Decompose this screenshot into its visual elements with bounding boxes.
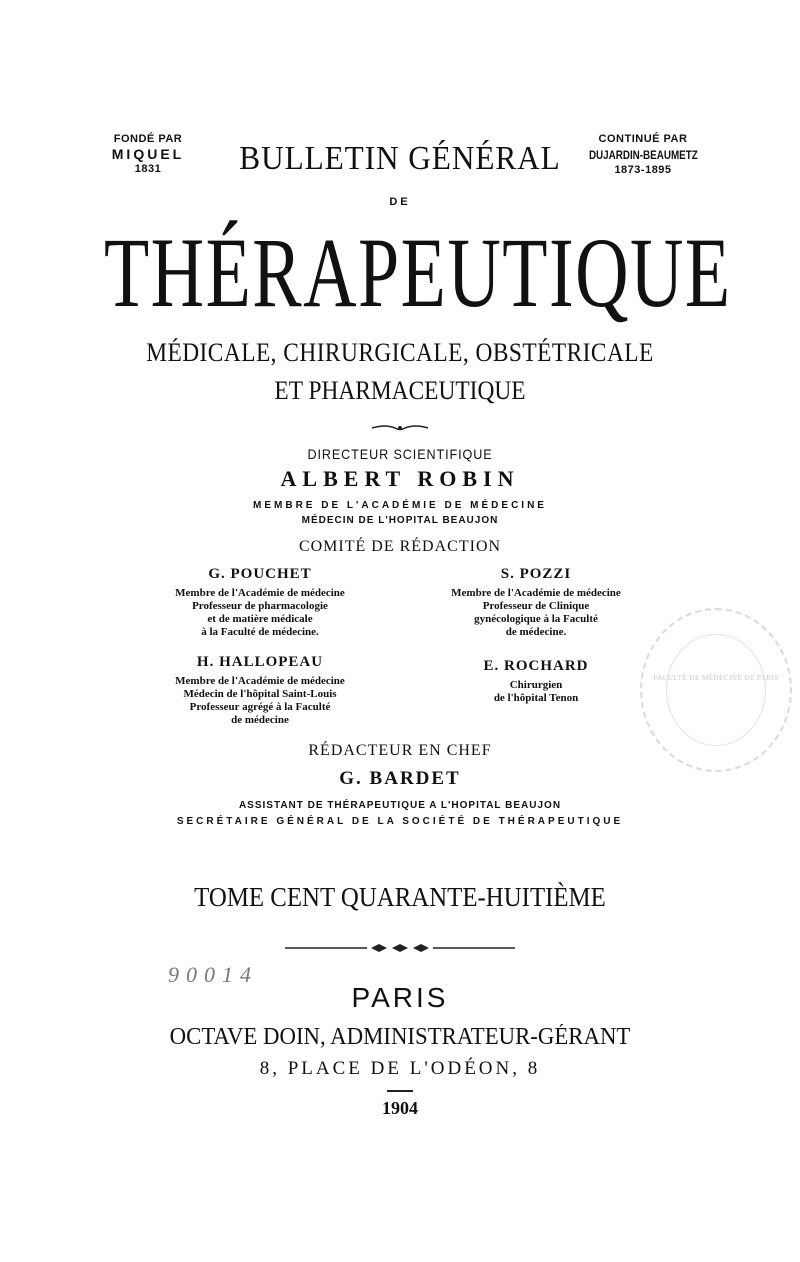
- continued-years: 1873-1895: [614, 164, 672, 176]
- founded-year: 1831: [134, 163, 162, 175]
- continuator-name: DUJARDIN-BEAUMETZ: [588, 148, 698, 162]
- publisher-address: 8, PLACE DE L'ODÉON, 8: [259, 1058, 541, 1079]
- volume-divider: [285, 940, 515, 950]
- ornament-divider: [370, 420, 430, 430]
- editor-title-2: SECRÉTAIRE GÉNÉRAL DE LA SOCIÉTÉ DE THÉRAPEUTIQUE: [176, 816, 624, 827]
- committee-member-rochard: E. ROCHARD Chirurgien de l'hôpital Tenon: [416, 660, 656, 705]
- editor-title-1: ASSISTANT DE THÉRAPEUTIQUE A L'HOPITAL BEAUJON: [238, 800, 562, 811]
- committee-member-hallopeau: H. HALLOPEAU Membre de l'Académie de médecine Médecin de l'hôpital Saint-Louis Professeur agrégé à la Faculté de médecine: [140, 656, 380, 727]
- editor-label: RÉDACTEUR EN CHEF: [308, 742, 492, 759]
- continued-by-label: CONTINUÉ PAR: [598, 133, 688, 145]
- director-label: DIRECTEUR SCIENTIFIQUE: [307, 446, 493, 462]
- member-name: H. HALLOPEAU: [196, 654, 324, 670]
- publication-year: 1904: [382, 1098, 418, 1118]
- de-label: DE: [389, 196, 411, 208]
- publisher-name: OCTAVE DOIN, ADMINISTRATEUR-GÉRANT: [169, 1024, 631, 1050]
- continuator-block: [568, 132, 718, 178]
- year-rule: [387, 1090, 413, 1092]
- bulletin-heading: BULLETIN GÉNÉRAL: [239, 140, 561, 177]
- stamp-inner-ring: [666, 634, 766, 746]
- member-name: E. ROCHARD: [483, 658, 589, 674]
- director-title-1: MEMBRE DE L'ACADÉMIE DE MÉDECINE: [253, 500, 547, 511]
- subtitle-line-2: ET PHARMACEUTIQUE: [274, 376, 526, 405]
- stamp-text: FACULTÉ DE MÉDECINE DE PARIS: [653, 674, 779, 682]
- committee-member-pozzi: S. POZZI Membre de l'Académie de médecine Professeur de Clinique gynécologique à la Faculté de médecine.: [416, 568, 656, 639]
- member-name: G. POUCHET: [208, 566, 312, 582]
- main-title: THÉRAPEUTIQUE: [104, 217, 732, 328]
- founded-by-label: FONDÉ PAR: [113, 133, 183, 145]
- director-name: ALBERT ROBIN: [280, 466, 520, 491]
- volume-label: TOME CENT QUARANTE-HUITIÈME: [194, 882, 606, 912]
- handwritten-number: 90014: [168, 962, 258, 987]
- committee-label: COMITÉ DE RÉDACTION: [298, 538, 502, 555]
- director-title-2: MÉDECIN DE L'HOPITAL BEAUJON: [301, 515, 499, 526]
- committee-member-pouchet: G. POUCHET Membre de l'Académie de médecine Professeur de pharmacologie et de matière médicale à la Faculté de médecine.: [140, 568, 380, 639]
- founder-name: MIQUEL: [111, 146, 185, 162]
- editor-name: G. BARDET: [339, 768, 461, 789]
- publisher-city: PARIS: [351, 982, 449, 1013]
- member-name: S. POZZI: [500, 566, 572, 582]
- subtitle-line-1: MÉDICALE, CHIRURGICALE, OBSTÉTRICALE: [146, 338, 654, 367]
